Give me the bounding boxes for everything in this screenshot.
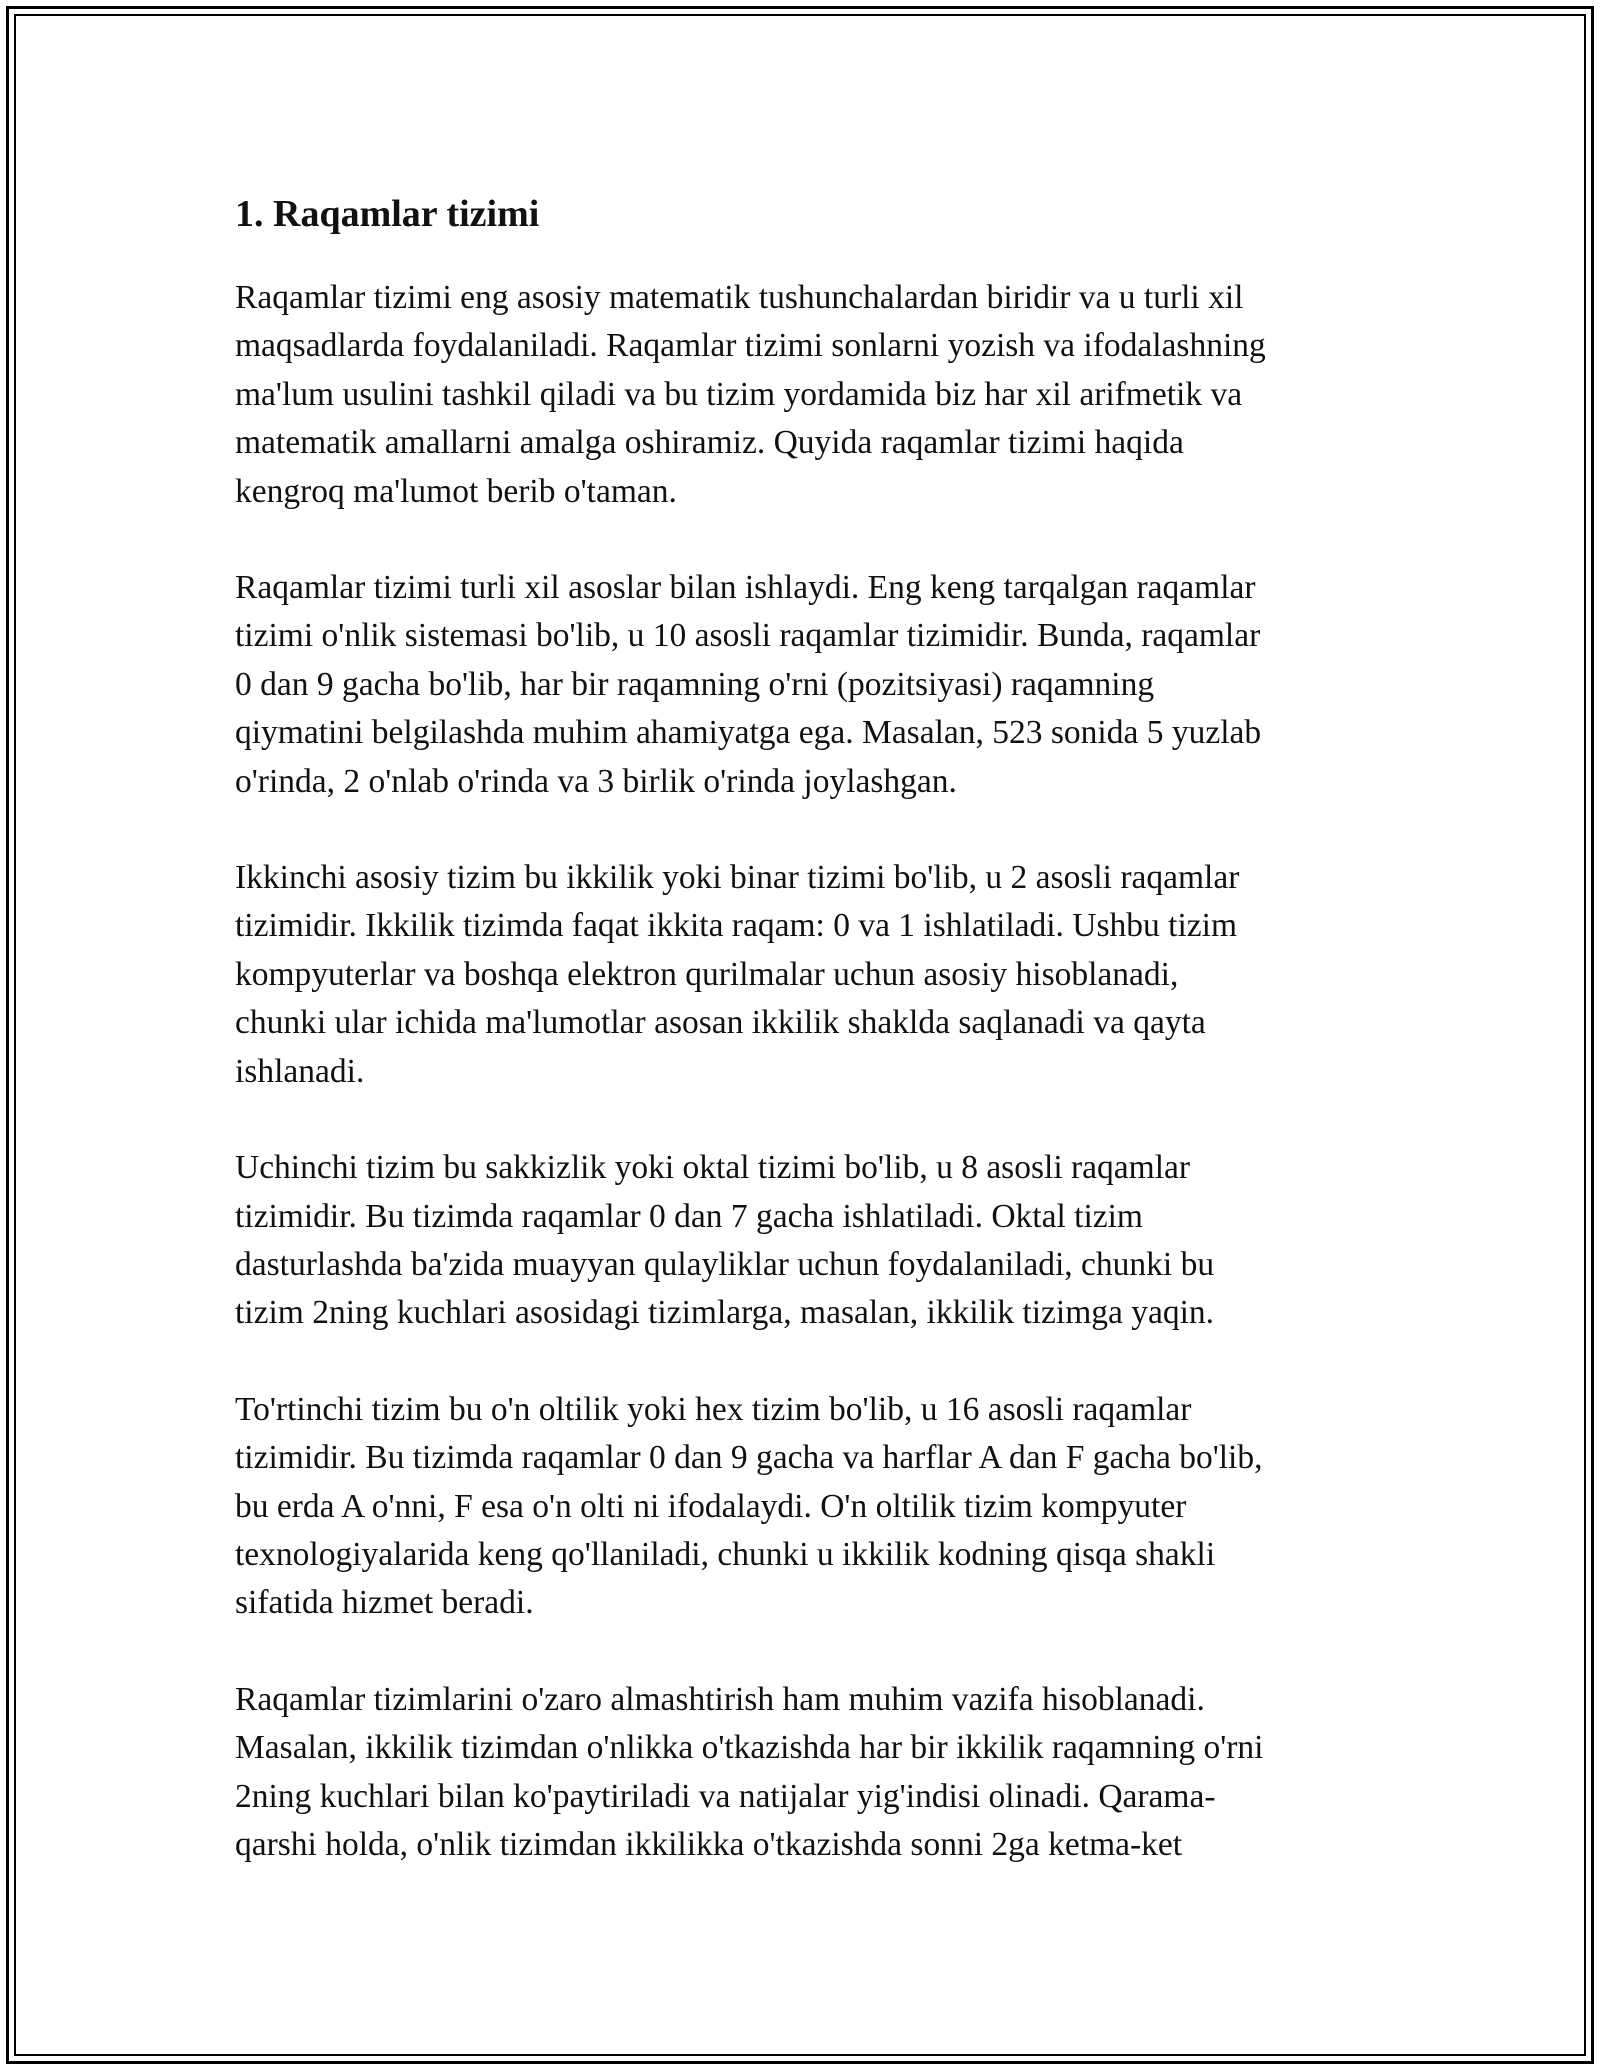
paragraph-line: Ikkinchi asosiy tizim bu ikkilik yoki binar tizimi bo'lib, u 2 asosli raqamlar [235, 859, 1240, 897]
paragraph-line: 0 dan 9 gacha bo'lib, har bir raqamning o'rni (pozitsiyasi) raqamning [235, 665, 1155, 703]
paragraph-line: tizimidir. Bu tizimda raqamlar 0 dan 7 gacha ishlatiladi. Oktal tizim [235, 1197, 1143, 1235]
paragraph-1 [235, 274, 1375, 516]
paragraph-6 [235, 1676, 1375, 1870]
paragraph-line: o'rinda, 2 o'nlab o'rinda va 3 birlik o'rinda joylashgan. [235, 762, 957, 800]
paragraph-5 [235, 1386, 1375, 1628]
paragraph-line: matematik amallarni amalga oshiramiz. Quyida raqamlar tizimi haqida [235, 424, 1184, 462]
paragraph-line: tizimidir. Bu tizimda raqamlar 0 dan 9 gacha va harflar A dan F gacha bo'lib, [235, 1439, 1263, 1477]
paragraph-line: tizimidir. Ikkilik tizimda faqat ikkita raqam: 0 va 1 ishlatiladi. Ushbu tizim [235, 907, 1238, 945]
paragraph-line: qarshi holda, o'nlik tizimdan ikkilikka o'tkazishda sonni 2ga ketma-ket [235, 1825, 1183, 1863]
paragraph-2 [235, 564, 1375, 806]
paragraph-line: ma'lum usulini tashkil qiladi va bu tizim yordamida biz har xil arifmetik va [235, 375, 1243, 413]
paragraph-3 [235, 854, 1375, 1096]
paragraph-line: To'rtinchi tizim bu o'n oltilik yoki hex tizim bo'lib, u 16 asosli raqamlar [235, 1390, 1192, 1428]
paragraph-line: tizimi o'nlik sistemasi bo'lib, u 10 asosli raqamlar tizimidir. Bunda, raqamlar [235, 617, 1261, 655]
paragraph-line: Raqamlar tizimlarini o'zaro almashtirish ham muhim vazifa hisoblanadi. [235, 1680, 1205, 1718]
paragraph-line: 2ning kuchlari bilan ko'paytiriladi va natijalar yig'indisi olinadi. Qarama- [235, 1777, 1216, 1815]
paragraph-list [235, 274, 1375, 1869]
paragraph-line: texnologiyalarida keng qo'llaniladi, chunki u ikkilik kodning qisqa shakli [235, 1535, 1216, 1573]
paragraph-line: tizim 2ning kuchlari asosidagi tizimlarga, masalan, ikkilik tizimga yaqin. [235, 1294, 1215, 1332]
paragraph-line: Raqamlar tizimi turli xil asoslar bilan ishlaydi. Eng keng tarqalgan raqamlar [235, 569, 1256, 607]
paragraph-line: Uchinchi tizim bu sakkizlik yoki oktal tizimi bo'lib, u 8 asosli raqamlar [235, 1149, 1191, 1187]
paragraph-line: kompyuterlar va boshqa elektron qurilmalar uchun asosiy hisoblanadi, [235, 955, 1179, 993]
paragraph-line: chunki ular ichida ma'lumotlar asosan ikkilik shaklda saqlanadi va qayta [235, 1004, 1206, 1042]
paragraph-line: dasturlashda ba'zida muayyan qulayliklar uchun foydalaniladi, chunki bu [235, 1245, 1215, 1283]
paragraph-line: Masalan, ikkilik tizimdan o'nlikka o'tkazishda har bir ikkilik raqamning o'rni [235, 1729, 1264, 1767]
section-heading: 1. Raqamlar tizimi [235, 193, 540, 235]
paragraph-line: kengroq ma'lumot berib o'taman. [235, 472, 677, 510]
paragraph-line: ishlanadi. [235, 1052, 365, 1090]
paragraph-line: maqsadlarda foydalaniladi. Raqamlar tizimi sonlarni yozish va ifodalashning [235, 327, 1266, 365]
document-body [235, 178, 1375, 1869]
paragraph-line: bu erda A o'nni, F esa o'n olti ni ifodalaydi. O'n oltilik tizim kompyuter [235, 1487, 1187, 1525]
paragraph-line: sifatida hizmet beradi. [235, 1584, 534, 1622]
paragraph-line: Raqamlar tizimi eng asosiy matematik tushunchalardan biridir va u turli xil [235, 279, 1244, 316]
paragraph-4 [235, 1144, 1375, 1338]
paragraph-line: qiymatini belgilashda muhim ahamiyatga ega. Masalan, 523 sonida 5 yuzlab [235, 714, 1262, 752]
